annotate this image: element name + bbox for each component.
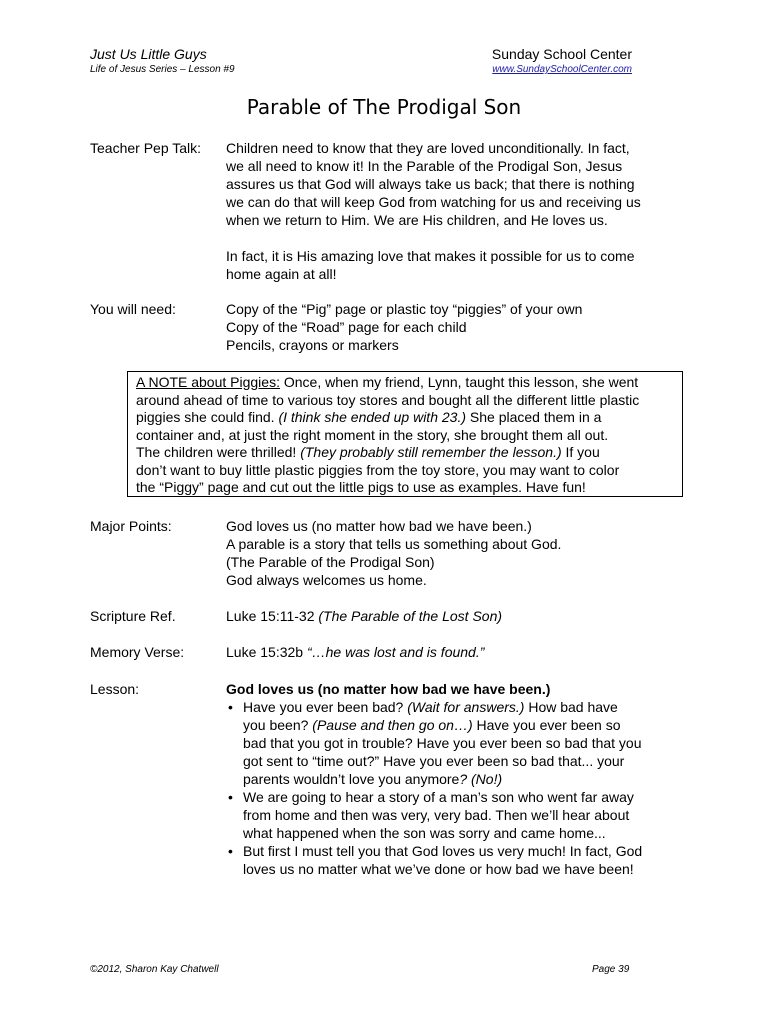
- page-number: Page 39: [592, 964, 630, 975]
- major-point: God always welcomes us home.: [226, 572, 427, 588]
- page-title: Parable of The Prodigal Son: [246, 95, 522, 119]
- lesson-section: [90, 680, 708, 878]
- memory-verse-ref: Luke 15:32b: [226, 644, 307, 660]
- memory-verse-label: Memory Verse:: [90, 644, 185, 660]
- note-line: the “Piggy” page and cut out the little pigs to use as examples. Have fun!: [136, 479, 586, 495]
- lesson-bullet: • But first I must tell you that God loves us very much! In fact, God loves us no matter what we’ve done or how bad we have been!: [226, 842, 708, 878]
- note-heading: A NOTE about Piggies:: [136, 374, 280, 390]
- note-line: container and, at just the right moment in the story, she brought them all out.: [136, 426, 609, 443]
- pep-talk-line: we can do that will keep God from watching for us and receiving us: [226, 194, 641, 210]
- material-item: Copy of the “Road” page for each child: [226, 319, 467, 335]
- lesson-bullet: • Have you ever been bad? (Wait for answers.) How bad have you been? (Pause and then go on…) Have you ever been so bad that you got in trouble? Have you ever been so bad that you got sent to “time out?” Have you ever been so bad that... your parents wouldn’t love you anymore? (No!): [226, 698, 708, 788]
- website-link[interactable]: www.SundaySchoolCenter.com: [492, 64, 632, 75]
- lesson-bullet: • We are going to hear a story of a man’s son who went far away from home and then was very, very bad. Then we’ll hear about what happened when the son was sorry and came home...: [226, 788, 708, 842]
- publisher-name: Sunday School Center: [491, 46, 632, 62]
- pep-talk-paragraph-2: [226, 247, 708, 283]
- major-point: God loves us (no matter how bad we have been.): [226, 518, 532, 534]
- pep-talk-section: [90, 139, 708, 283]
- note-line: around ahead of time to various toy stores and bought all the different little plastic: [136, 391, 640, 408]
- material-item: Pencils, crayons or markers: [226, 337, 399, 353]
- pep-talk-line: assures us that God will always take us back; that there is nothing: [226, 176, 635, 192]
- note-line: A NOTE about Piggies: Once, when my friend, Lynn, taught this lesson, she went: [136, 374, 639, 390]
- note-line: The children were thrilled! (They probably still remember the lesson.) If you: [136, 444, 600, 460]
- pep-talk-line: when we return to Him. We are His children, and He loves us.: [226, 212, 608, 228]
- lesson-heading: God loves us (no matter how bad we have been.): [226, 681, 551, 697]
- major-points-section: [90, 517, 708, 589]
- pep-talk-line: Children need to know that they are loved unconditionally. In fact,: [226, 140, 630, 156]
- lesson-subtitle: Life of Jesus Series – Lesson #9: [90, 64, 235, 75]
- header-left: [90, 46, 235, 76]
- scripture-ref: Luke 15:11-32: [226, 608, 319, 624]
- materials-label: You will need:: [90, 301, 176, 317]
- scripture-title: (The Parable of the Lost Son): [318, 608, 503, 624]
- memory-verse-section: [90, 643, 708, 661]
- pep-talk-line: we all need to know it! In the Parable of the Prodigal Son, Jesus: [226, 158, 623, 174]
- series-title: Just Us Little Guys: [90, 46, 207, 62]
- material-item: Copy of the “Pig” page or plastic toy “piggies” of your own: [226, 301, 583, 317]
- scripture-section: [90, 607, 708, 625]
- pep-talk-line: In fact, it is His amazing love that makes it possible for us to come: [226, 248, 635, 264]
- pep-talk-paragraph-1: [226, 139, 708, 229]
- piggies-note-box: [127, 371, 683, 497]
- copyright-footer: ©2012, Sharon Kay Chatwell: [90, 964, 219, 975]
- scripture-label: Scripture Ref.: [90, 608, 176, 624]
- note-line: don’t want to buy little plastic piggies from the toy store, you may want to color: [136, 461, 620, 478]
- note-line: piggies she could find. (I think she ended up with 23.) She placed them in a: [136, 409, 602, 425]
- header-right: [492, 46, 632, 76]
- pep-talk-line: home again at all!: [226, 266, 337, 282]
- memory-verse-text: “…he was lost and is found.”: [306, 644, 485, 660]
- major-point: A parable is a story that tells us something about God.: [226, 536, 562, 552]
- pep-talk-label: Teacher Pep Talk:: [90, 140, 202, 156]
- materials-section: [90, 300, 708, 354]
- major-points-label: Major Points:: [90, 518, 172, 534]
- major-point: (The Parable of the Prodigal Son): [226, 554, 435, 570]
- lesson-label: Lesson:: [90, 681, 140, 697]
- lesson-bullets: [226, 698, 708, 878]
